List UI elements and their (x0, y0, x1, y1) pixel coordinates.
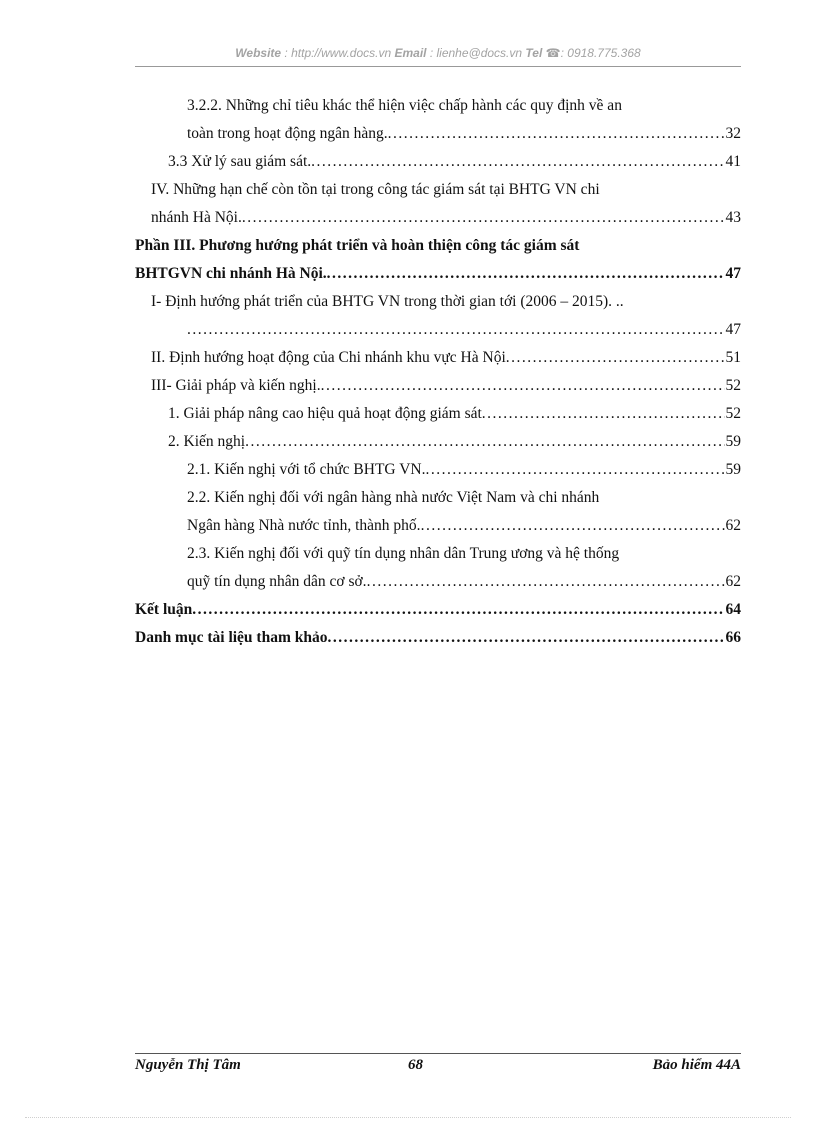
toc-leader (367, 572, 725, 592)
toc-entry-text: 2. Kiến nghị (168, 433, 246, 450)
toc-page-number: 52 (725, 377, 741, 394)
toc-leader (242, 208, 725, 228)
toc-entry-text: 2.1. Kiến nghị với tổ chức BHTG VN. (187, 461, 426, 478)
toc-entry-part-3-line1: Phần III. Phương hướng phát triển và hoàn thiện công tác giám sát (135, 237, 580, 254)
toc-entry-1 (168, 404, 741, 424)
toc-leader (421, 516, 725, 536)
toc-leader (321, 376, 725, 396)
toc-entry-conclusion (135, 600, 741, 620)
toc-page-number: 64 (725, 601, 741, 618)
toc-entry-2-3 (187, 572, 741, 592)
toc-page-number: 66 (725, 629, 741, 646)
toc-leader (482, 404, 725, 424)
website-value: : http://www.docs.vn (281, 46, 395, 60)
toc-entry-text: III- Giải pháp và kiến nghị. (151, 377, 321, 394)
tel-value: : 0918.775.368 (560, 46, 641, 60)
toc-entry-3-2-2-line1: 3.2.2. Những chỉ tiêu khác thể hiện việc chấp hành các quy định về an (187, 97, 622, 114)
toc-entry-i-line1: I- Định hướng phát triển của BHTG VN trong thời gian tới (2006 – 2015). .. (151, 293, 624, 310)
header-divider (135, 66, 741, 67)
toc-entry-2-3-line1: 2.3. Kiến nghị đối với quỹ tín dụng nhân dân Trung ương và hệ thống (187, 545, 620, 562)
toc-entry-ii (151, 348, 741, 368)
toc-page-number: 52 (725, 405, 741, 422)
toc-leader (187, 320, 725, 340)
email-label: Email (394, 46, 427, 60)
toc-leader (388, 124, 725, 144)
tel-label: Tel (525, 46, 543, 60)
website-label: Website (235, 46, 282, 60)
toc-page-number: 43 (725, 209, 741, 226)
toc-entry-text: quỹ tín dụng nhân dân cơ sở. (187, 573, 367, 590)
toc-entry-iii (151, 376, 741, 396)
toc-page-number: 51 (725, 349, 741, 366)
toc-entry-text: BHTGVN chi nhánh Hà Nội. (135, 265, 327, 282)
toc-entry-text: II. Định hướng hoạt động của Chi nhánh khu vực Hà Nội (151, 349, 506, 366)
toc-page-number: 62 (725, 517, 741, 534)
toc-leader (328, 628, 725, 648)
toc-page-number: 41 (725, 153, 741, 170)
toc-entry-references (135, 628, 741, 648)
footer-divider (135, 1053, 741, 1054)
toc-entry-text: Kết luận (135, 601, 193, 618)
phone-icon: ☎ (545, 46, 561, 60)
toc-entry-2 (168, 432, 741, 452)
toc-entry-iv (151, 208, 741, 228)
footer-page-number: 68 (408, 1057, 423, 1073)
toc-page-number: 47 (725, 265, 741, 282)
footer-class: Bảo hiểm 44A (652, 1057, 741, 1073)
toc-entry-part-3 (135, 264, 741, 284)
toc-entry-i (187, 320, 741, 340)
toc-page-number: 32 (725, 125, 741, 142)
toc-leader (425, 460, 724, 480)
toc-entry-2-2 (187, 516, 741, 536)
toc-entry-2-2-line1: 2.2. Kiến nghị đối với ngân hàng nhà nước Việt Nam và chi nhánh (187, 489, 600, 506)
toc-entry-3-3 (168, 152, 741, 172)
toc-entry-iv-line1: IV. Những hạn chế còn tồn tại trong công tác giám sát tại BHTG VN chi (151, 181, 600, 198)
toc-page-number: 59 (725, 433, 741, 450)
toc-leader (245, 432, 724, 452)
toc-entry-text: Danh mục tài liệu tham khảo (135, 629, 328, 646)
toc-entry-text: Ngân hàng Nhà nước tỉnh, thành phố. (187, 517, 421, 534)
email-value: : lienhe@docs.vn (426, 46, 526, 60)
toc-page-number: 47 (725, 321, 741, 338)
toc-entry-2-1 (187, 460, 741, 480)
toc-entry-3-2-2 (187, 124, 741, 144)
toc-leader (192, 600, 724, 620)
toc-page-number: 59 (725, 461, 741, 478)
toc-page-number: 62 (725, 573, 741, 590)
toc-entry-text: 3.3 Xử lý sau giám sát. (168, 153, 312, 170)
toc-leader (311, 152, 724, 172)
toc-entry-text: 1. Giải pháp nâng cao hiệu quả hoạt động giám sát (168, 405, 482, 422)
footer-author: Nguyễn Thị Tâm (135, 1057, 241, 1073)
toc-entry-text: toàn trong hoạt động ngân hàng. (187, 125, 388, 142)
page-header (135, 46, 741, 60)
page-edge (25, 1117, 791, 1118)
toc-entry-text: nhánh Hà Nội. (151, 209, 242, 226)
toc-leader (506, 348, 725, 368)
toc-leader (327, 264, 725, 284)
